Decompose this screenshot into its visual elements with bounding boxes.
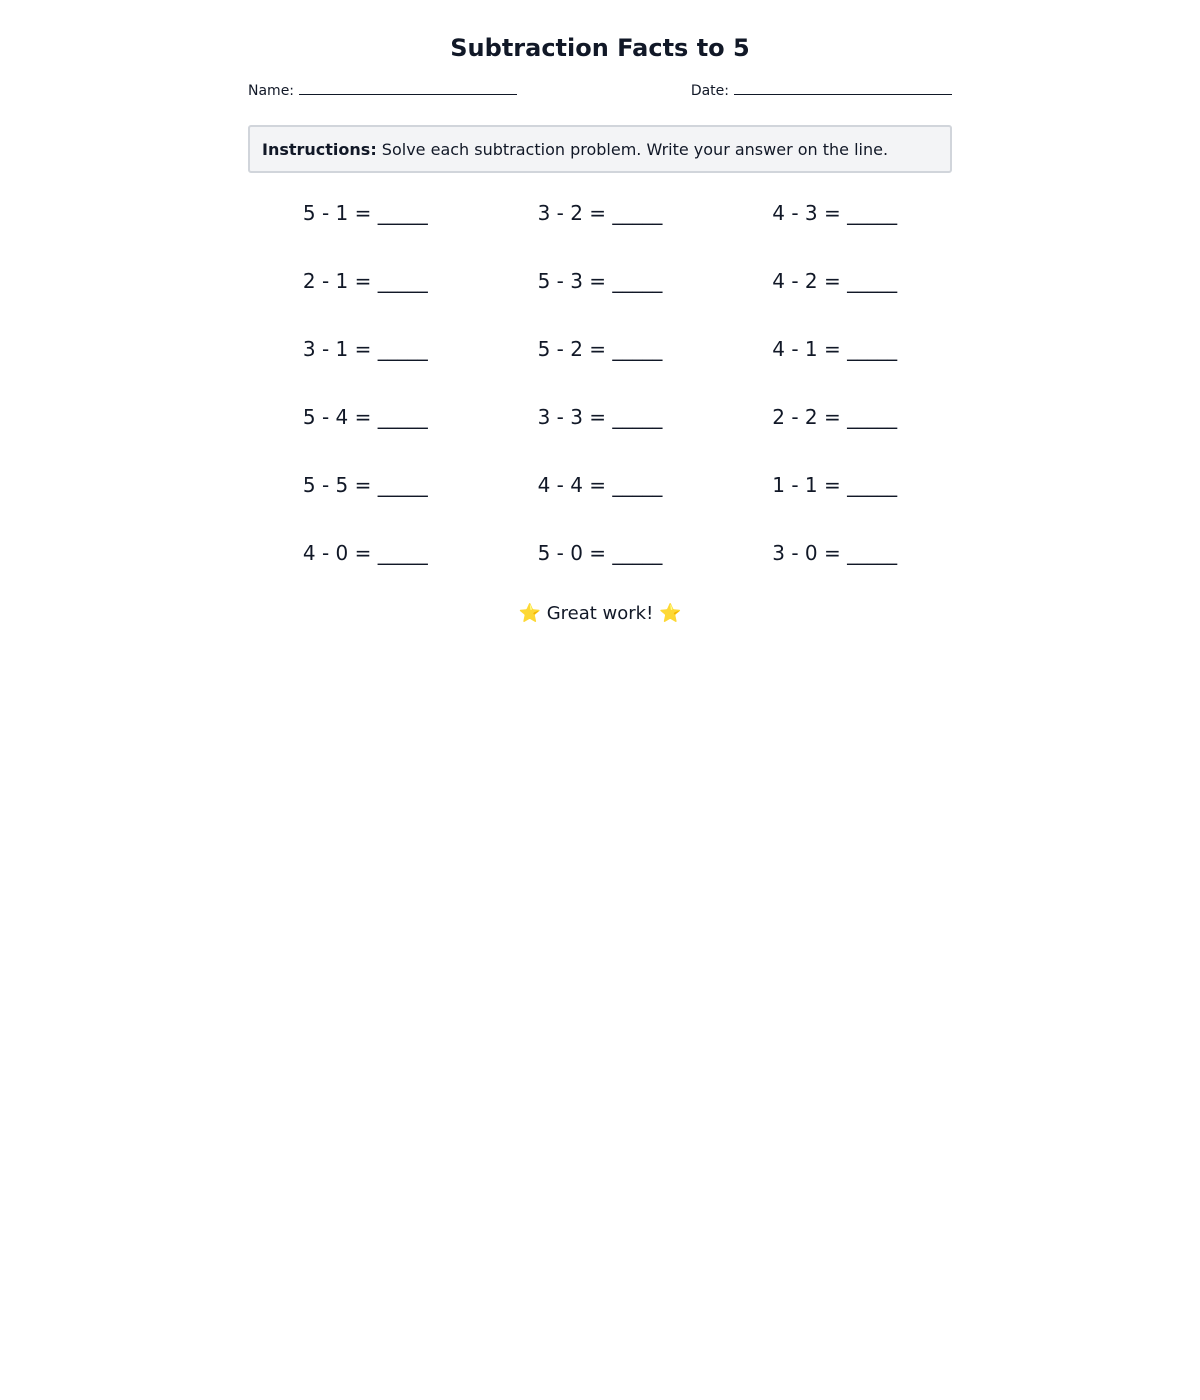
star-icon: ⭐ — [518, 603, 541, 624]
problem[interactable]: 4 - 1 = _____ — [772, 337, 898, 361]
date-line[interactable] — [734, 80, 952, 95]
problem[interactable]: 5 - 3 = _____ — [537, 269, 663, 293]
meta-row — [248, 80, 952, 100]
problem[interactable]: 4 - 3 = _____ — [772, 201, 898, 225]
problem[interactable]: 4 - 4 = _____ — [537, 473, 663, 497]
name-label: Name: — [248, 83, 295, 99]
footer-message — [248, 599, 952, 629]
problem[interactable]: 5 - 0 = _____ — [537, 541, 663, 565]
page-title: Subtraction Facts to 5 — [450, 34, 750, 62]
problem[interactable]: 3 - 1 = _____ — [302, 337, 428, 361]
problem[interactable]: 3 - 3 = _____ — [537, 405, 663, 429]
problem[interactable]: 3 - 0 = _____ — [772, 541, 898, 565]
problem[interactable]: 3 - 2 = _____ — [537, 201, 663, 225]
problem[interactable]: 2 - 1 = _____ — [302, 269, 428, 293]
name-line[interactable] — [299, 80, 517, 95]
problem[interactable]: 5 - 1 = _____ — [302, 201, 428, 225]
instructions-text: Solve each subtraction problem. Write your answer on the line. — [376, 140, 889, 159]
worksheet — [248, 0, 952, 629]
instructions-box — [248, 125, 952, 173]
name-field — [248, 80, 517, 100]
problem[interactable]: 4 - 2 = _____ — [772, 269, 898, 293]
problem[interactable]: 5 - 4 = _____ — [302, 405, 428, 429]
problem[interactable]: 2 - 2 = _____ — [772, 405, 898, 429]
instructions-label: Instructions: — [262, 140, 377, 159]
problem-grid — [248, 195, 952, 603]
star-icon: ⭐ — [659, 603, 682, 624]
problem[interactable]: 4 - 0 = _____ — [302, 541, 428, 565]
problem[interactable]: 5 - 5 = _____ — [302, 473, 428, 497]
date-field — [691, 80, 952, 100]
problem[interactable]: 1 - 1 = _____ — [772, 473, 898, 497]
footer-text: Great work! — [540, 603, 660, 624]
date-label: Date: — [690, 83, 729, 99]
problem[interactable]: 5 - 2 = _____ — [537, 337, 663, 361]
